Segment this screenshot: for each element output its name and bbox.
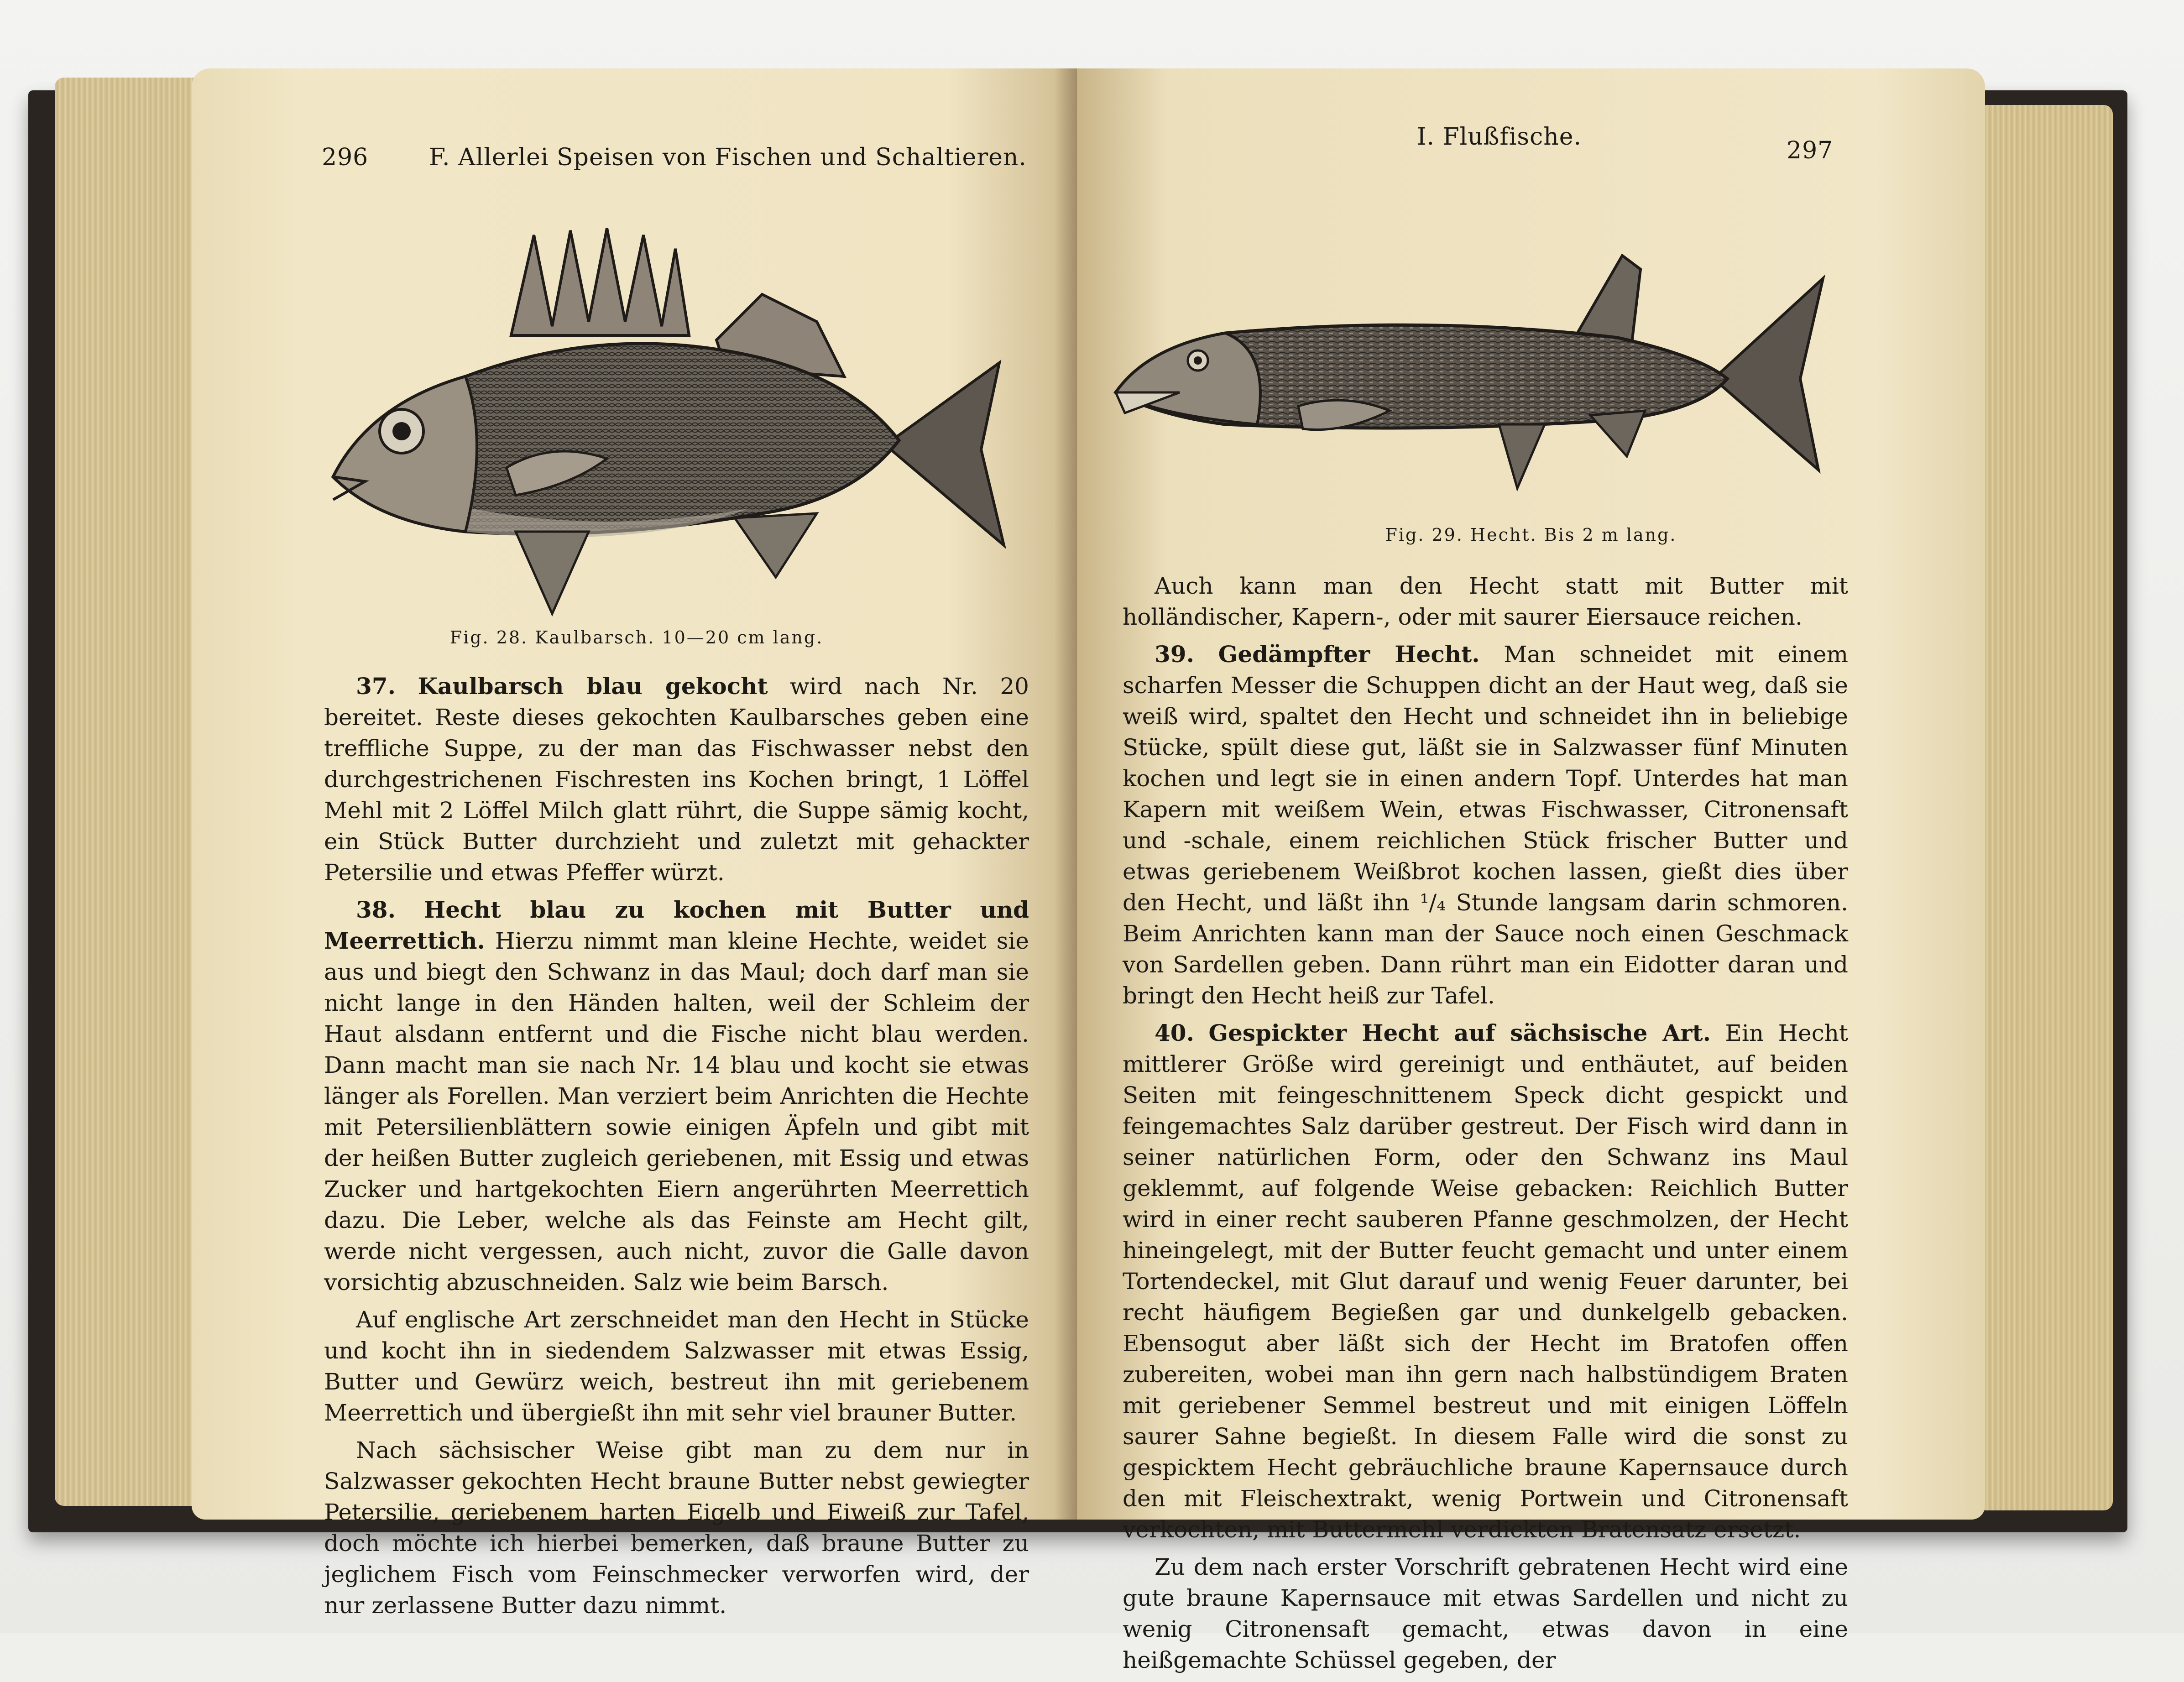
figure-29-caption: Fig. 29. Hecht. Bis 2 m lang. xyxy=(1385,525,1677,545)
recipe-38-body: Hierzu nimmt man kleine Hechte, weidet sie aus und biegt den Schwanz in das Maul; doch darf man sie nicht lange in den Händen halten, weil der Schleim der Haut alsdann entfernt und die Fische nicht blau werden. Dann macht man sie nach Nr. 14 blau und kocht sie etwas länger als Forellen. Man verziert beim Anrichten die Hechte mit Petersilienblättern sowie einigen Äpfeln und gibt mit der heißen Butter zugleich geriebenen, mit Essig und etwas Zucker und hartgekochten Eiern angerührten Meerrettich dazu. Die Leber, welche als das Feinste am Hecht gilt, werde nicht vergessen, auch nicht, zuvor die Galle davon vorsichtig abzuschneiden. Salz wie beim Barsch. xyxy=(324,928,1029,1295)
left-page-block-edge xyxy=(55,78,205,1506)
recipe-37 xyxy=(324,671,1029,888)
right-page-body xyxy=(1123,570,1848,1682)
recipe-38-english-style: Auf englische Art zerschneidet man den Hecht in Stücke und kocht ihn in siedendem Salzwasser mit etwas Essig, Butter und Gewürz weich, bestreut ihn mit geriebenem Meerrettich und übergießt ihn mit sehr viel brauner Butter. xyxy=(324,1306,1029,1426)
right-running-head: I. Flußfische. xyxy=(1417,123,1582,151)
hecht-figure xyxy=(1107,242,1832,516)
recipe-37-number: 37. xyxy=(356,673,396,700)
right-page-number: 297 xyxy=(1787,137,1834,164)
right-page xyxy=(1077,68,1985,1673)
recipe-37-body: wird nach Nr. 20 bereitet. Reste dieses gekochten Kaulbarsches geben eine treffliche Suppe, zu der man das Fischwasser nebst den durchgestrichenen Fischresten ins Kochen bringt, 1 Löffel Mehl mit 2 Löffel Milch glatt rührt, die Suppe sämig kocht, ein Stück Butter durchzieht und zuletzt mit gehackter Petersilie und etwas Pfeffer würzt. xyxy=(324,673,1029,886)
recipe-40-heading: Gespickter Hecht auf sächsische Art. xyxy=(1208,1019,1711,1046)
left-page-number: 296 xyxy=(322,144,369,171)
left-page-body xyxy=(324,671,1029,1627)
recipe-38 xyxy=(324,894,1029,1298)
left-running-head: F. Allerlei Speisen von Fischen und Schaltieren. xyxy=(429,144,1027,171)
recipe-39-heading: Gedämpfter Hecht. xyxy=(1218,641,1480,668)
recipe-40-number: 40. xyxy=(1155,1019,1194,1046)
recipe-37-heading: Kaulbarsch blau gekocht xyxy=(418,673,768,700)
recipe-38-saxon-style: Nach sächsischer Weise gibt man zu dem nur in Salzwasser gekochten Hecht braune Butter nebst gewiegter Petersilie, geriebenem harten Eigelb und Eiweiß zur Tafel, doch möchte ich hierbei bemerken, daß braune Butter zu jeglichem Fisch vom Feinschmecker verworfen wird, der nur zerlassene Butter dazu nimmt. xyxy=(324,1437,1029,1619)
recipe-40-second-paragraph: Zu dem nach erster Vorschrift gebratenen Hecht wird eine gute braune Kapernsauce mit etwas Sardellen und nicht zu wenig Citronensaft gemacht, etwas davon in eine heißgemachte Schüssel gegeben, der xyxy=(1123,1554,1848,1673)
figure-28-caption: Fig. 28. Kaulbarsch. 10—20 cm lang. xyxy=(449,627,824,648)
recipe-38-heading: Hecht blau zu kochen mit Butter und Meerrettich. xyxy=(324,896,1029,954)
kaulbarsch-figure xyxy=(315,185,1027,623)
left-page xyxy=(192,68,1082,1619)
recipe-39-number: 39. xyxy=(1155,641,1194,668)
recipe-40-body: Ein Hecht mittlerer Größe wird gereinigt und enthäutet, auf beiden Seiten mit feingeschnittenem Speck dicht gespickt und feingemachtes Salz darüber gestreut. Der Fisch wird dann in seiner natürlichen Form, oder den Schwanz ins Maul geklemmt, auf folgende Weise gebacken: Reichlich Butter wird in einer recht sauberen Pfanne geschmolzen, der Hecht hineingelegt, mit der Butter feucht gemacht und unter einem Tortendeckel, mit Glut darauf und wenig Feuer darunter, bei recht häufigem Begießen gar und dunkelgelb gebacken. Ebensogut aber läßt sich der Hecht im Bratofen offen zubereiten, wobei man ihn gern nach halbstündigem Braten mit geriebener Semmel bestreut und mit einigen Löffeln saurer Sahne begießt. In diesem Falle wird die sonst zu gespicktem Hecht gebräuchliche braune Kapernsauce durch den mit Fleischextrakt, wenig Portwein und Citronensaft verkochten, mit Buttermehl verdickten Bratensatz ersetzt. xyxy=(1123,1020,1848,1543)
right-intro-paragraph: Auch kann man den Hecht statt mit Butter mit holländischer, Kapern-, oder mit saurer Eiersauce reichen. xyxy=(1123,573,1848,630)
recipe-40 xyxy=(1123,1018,1848,1545)
right-page-block-edge xyxy=(1976,105,2113,1510)
recipe-39-body: Man schneidet mit einem scharfen Messer die Schuppen dicht an der Haut weg, daß sie weiß wird, spaltet den Hecht und schneidet ihn in beliebige Stücke, spült diese gut, läßt sie in Salzwasser fünf Minuten kochen und legt sie in einen andern Topf. Unterdes hat man Kapern mit weißem Wein, etwas Fischwasser, Citronensaft und -schale, einem reichlichen Stück frischer Butter und etwas geriebenem Weißbrot kochen lassen, gießt dies über den Hecht, und läßt ihn ¹/₄ Stunde langsam darin schmoren. Beim Anrichten kann man der Sauce noch einen Geschmack von Sardellen geben. Dann rührt man ein Eidotter daran und bringt den Hecht heiß zur Tafel. xyxy=(1123,641,1848,1009)
recipe-39 xyxy=(1123,639,1848,1011)
recipe-38-number: 38. xyxy=(356,896,396,923)
